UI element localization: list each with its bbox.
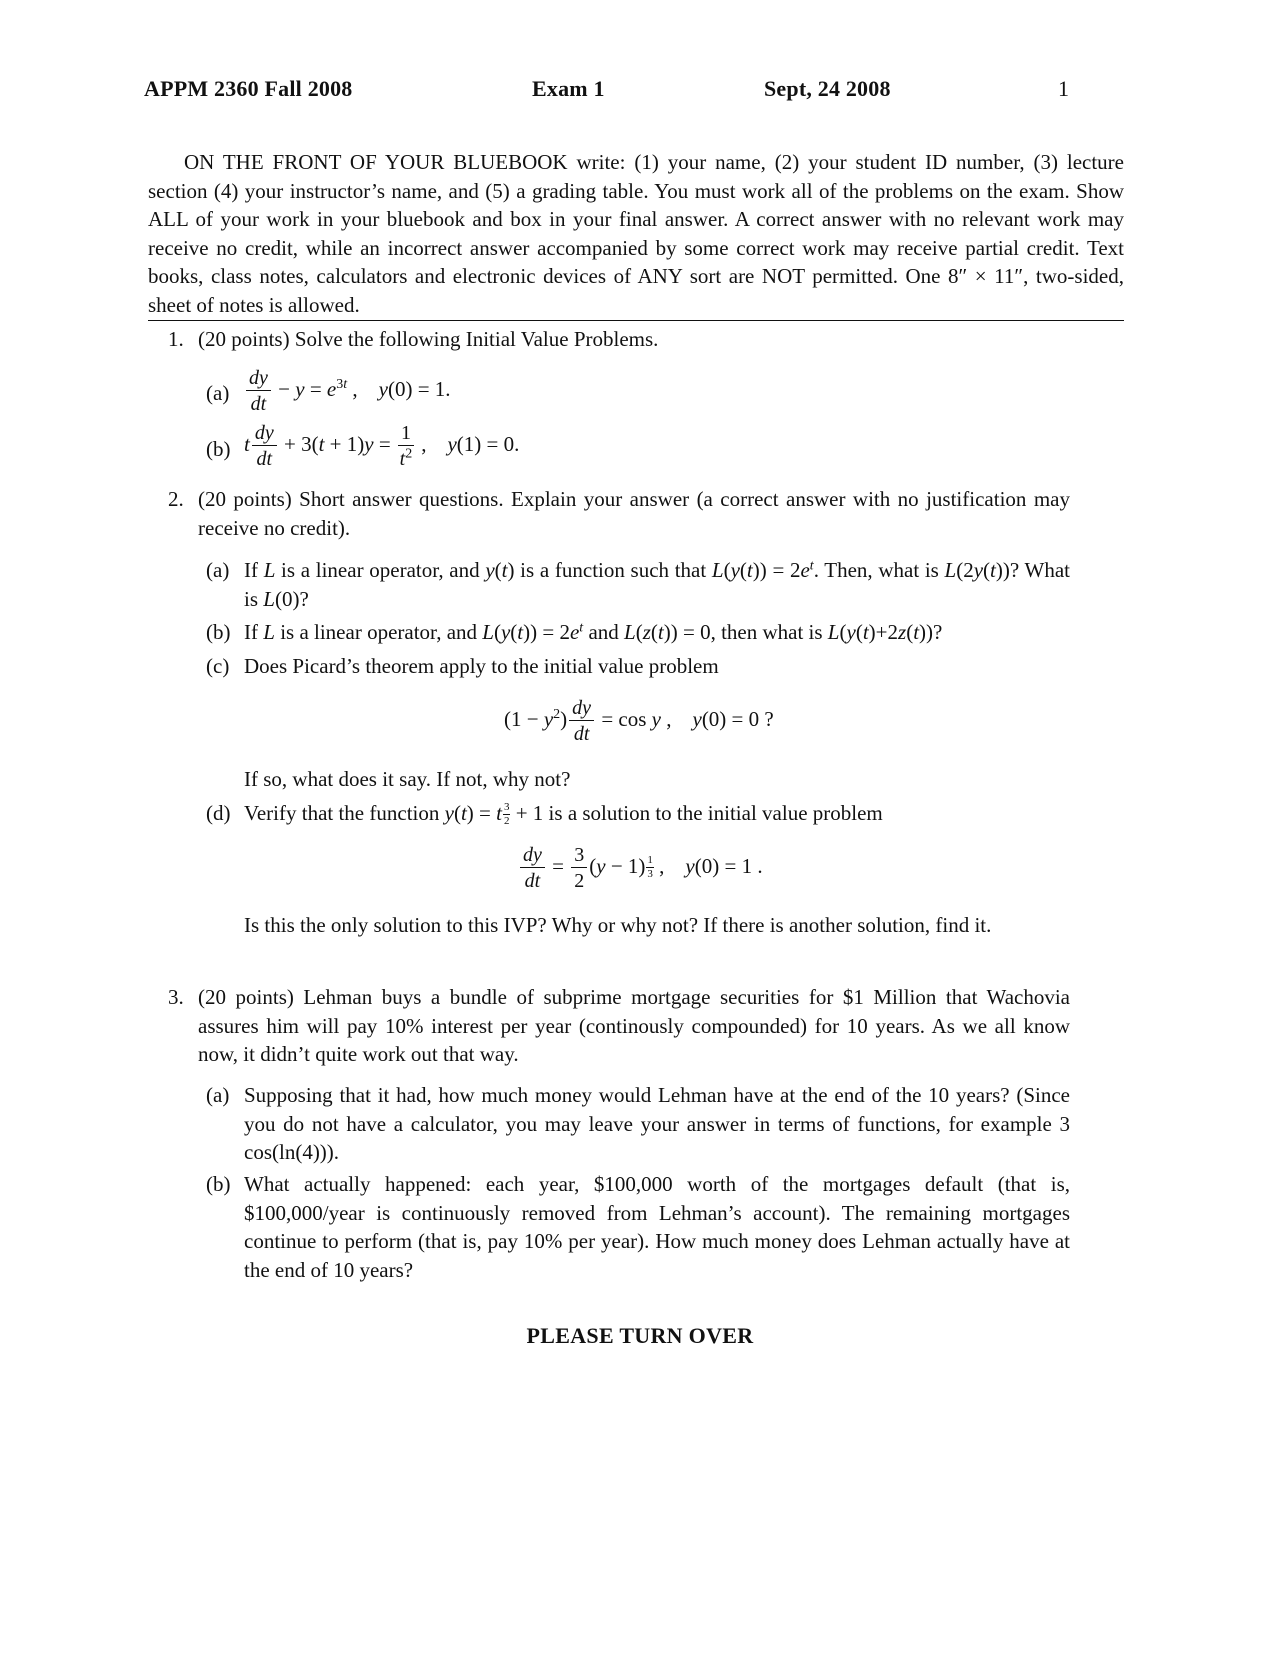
q3-b-text: What actually happened: each year, $100,000 worth of the mortgages default (that is, $100,000/year is continuously removed from Lehman’s account). The remaining mortgages continue to perform (that is, pay 10% per year). How much money does Lehman actually have at the end of 10 years? — [244, 1172, 1070, 1282]
exam-date: Sept, 24 2008 — [764, 76, 891, 101]
question-1-text: (20 points) Solve the following Initial Value Problems. — [198, 327, 659, 351]
question-3-text: (20 points) Lehman buys a bundle of subprime mortgage securities for $1 Million that Wachovia assures him will pay 10% interest per year (continously compounded) for 10 years. As we all know now, it didn’t quite work out that way. — [198, 985, 1070, 1066]
question-3-number: 3. — [168, 985, 184, 1009]
instructions-paragraph: ON THE FRONT OF YOUR BLUEBOOK write: (1) your name, (2) your student ID number, (3) lecture section (4) your instructor’s name, and (5) a grading table. You must work all of the problems on the exam. Show ALL of your work in your bluebook and box in your final answer. A correct answer with no relevant work may receive no credit, while an incorrect answer accompanied by some correct work may receive partial credit. Text books, class notes, calculators and electronic devices of ANY sort are NOT permitted. One 8″ × 11″, two-sided, sheet of notes is allowed. — [148, 150, 1124, 317]
q1-b-label: (b) — [206, 437, 231, 461]
q2-c-follow: If so, what does it say. If not, why not? — [244, 767, 571, 791]
q2-d-equation: $\frac{dy}{dt}$ = $\frac{3}{2}$ (y − 1) $\frac{1}{3}$ , y(0) = 1 . — [518, 845, 763, 891]
q3-b-label: (b) — [206, 1172, 231, 1196]
q2-b-label: (b) — [206, 620, 231, 644]
question-2-number: 2. — [168, 487, 184, 511]
q2-c-label: (c) — [206, 654, 230, 678]
q1-b-equation: t $\frac{dy}{dt}$ + 3(t + 1)y = $\frac{1}{t^2}$ , y(1) = 0. — [244, 422, 520, 470]
q3-a-label: (a) — [206, 1083, 230, 1107]
q2-d-follow: Is this the only solution to this IVP? Why or why not? If there is another solution, find it. — [244, 913, 992, 937]
exam-title: Exam 1 — [532, 76, 605, 101]
q2-a-text: If L is a linear operator, and y(t) is a function such that $L(y(t)) = 2e^t$. Then, what is L(2y(t))? What is L(0)? — [244, 558, 1070, 611]
q3-a-text: Supposing that it had, how much money would Lehman have at the end of the 10 years? (Since you do not have a calculator, you may leave your answer in terms of functions, for example 3 cos(ln(4))). — [244, 1083, 1070, 1164]
course-title: APPM 2360 Fall 2008 — [144, 76, 353, 101]
q2-b-text: If L is a linear operator, and $L(y(t)) = 2e^t$ and L(z(t)) = 0, then what is L(y(t)+2z(t))? — [244, 620, 943, 644]
q2-d-text: Verify that the function y(t) = t $\frac{3}{2}$ + 1 is a solution to the initial value problem — [244, 801, 883, 828]
q1-a-label: (a) — [206, 381, 230, 405]
q2-c-text: Does Picard’s theorem apply to the initial value problem — [244, 654, 719, 678]
question-1-number: 1. — [168, 327, 184, 351]
page-number: 1 — [1058, 76, 1070, 101]
q2-c-equation: $(1 - y^2)$ $\frac{dy}{dt}$ = cos y , y(0) = 0 ? — [504, 697, 774, 745]
q2-d-label: (d) — [206, 801, 231, 825]
q1-a-equation: $\frac{dy}{dt}$ − $y = e^{3t}$ , y(0) = 1. — [244, 368, 451, 414]
q2-a-label: (a) — [206, 558, 230, 582]
instructions-divider — [148, 320, 1124, 321]
question-2-text: (20 points) Short answer questions. Explain your answer (a correct answer with no justification may receive no credit). — [198, 487, 1070, 540]
turn-over-notice: PLEASE TURN OVER — [526, 1323, 754, 1348]
